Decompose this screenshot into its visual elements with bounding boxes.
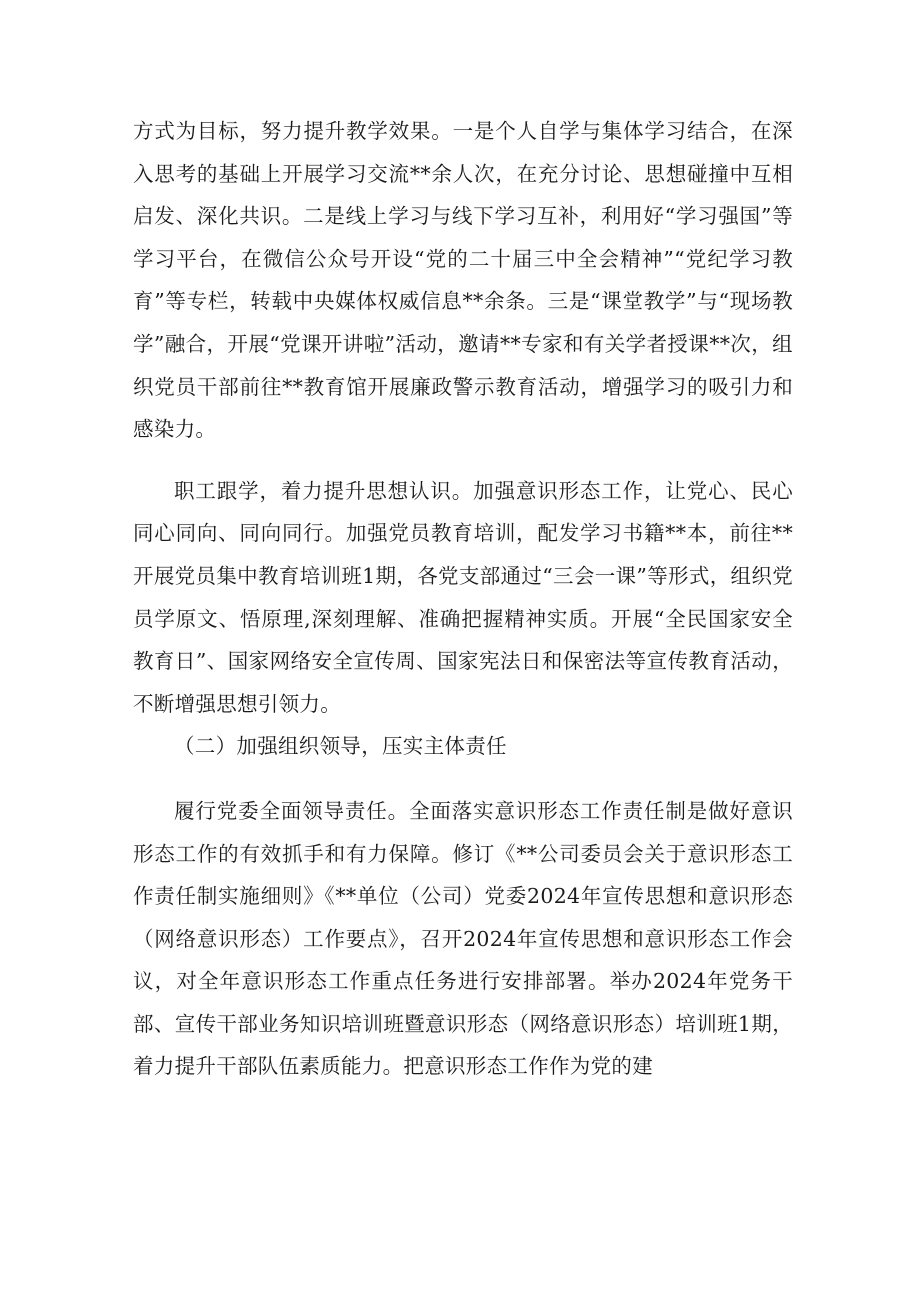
paragraph-teaching-methods: 方式为目标，努力提升教学效果。一是个人自学与集体学习结合，在深入思考的基础上开展学习交流**余人次，在充分讨论、思想碰撞中互相启发、深化共识。二是线上学习与线下学习互补，利用好“学习强国”等学习平台，在微信公众号开设“党的二十届三中全会精神”“党纪学习教育”等专栏，转载中央媒体权威信息**余条。三是“课堂教学”与“现场教学”融合，开展“党课开讲啦”活动，邀请**专家和有关学者授课**次，组织党员干部前往**教育馆开展廉政警示教育活动，增强学习的吸引力和感染力。 <box>133 119 793 442</box>
section-heading: （二）加强组织领导，压实主体责任 <box>174 734 507 759</box>
document-body <box>133 110 793 1088</box>
paragraph-party-leadership: 履行党委全面领导责任。全面落实意识形态工作责任制是做好意识形态工作的有效抓手和有力保障。修订《**公司委员会关于意识形态工作责任制实施细则》《**单位（公司）党委2024年宣传思想和意识形态（网络意识形态）工作要点》，召开2024年宣传思想和意识形态工作会议，对全年意识形态工作重点任务进行安排部署。举办2024年党务干部、宣传干部业务知识培训班暨意识形态（网络意识形态）培训班1期，着力提升干部队伍素质能力。把意识形态工作作为党的建 <box>133 798 793 1079</box>
paragraph-staff-learning: 职工跟学，着力提升思想认识。加强意识形态工作，让党心、民心同心同向、同向同行。加强党员教育培训，配发学习书籍**本，前往**开展党员集中教育培训班1期，各党支部通过“三会一课”等形式，组织党员学原文、悟原理,深刻理解、准确把握精神实质。开展“全民国家安全教育日”、国家网络安全宣传周、国家宪法日和保密法等宣传教育活动，不断增强思想引领力。 <box>133 478 793 716</box>
